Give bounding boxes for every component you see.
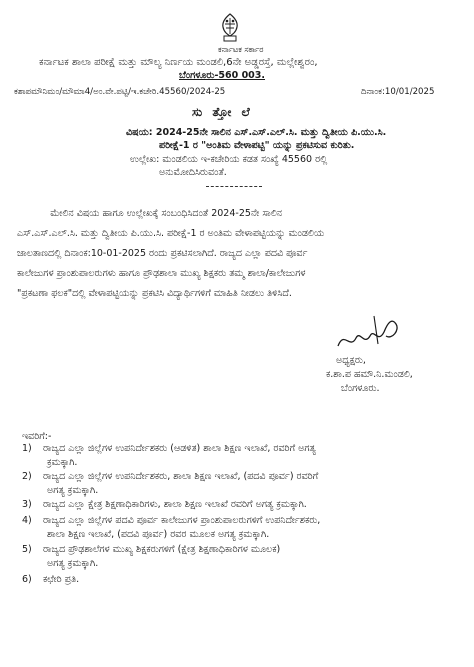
list-item [22,515,320,526]
list-item [22,499,307,510]
signature-scribble [334,310,404,355]
list-text-continued: ಕ್ರಮಕ್ಕಾಗಿ. [47,457,78,468]
list-number: 4) [22,515,32,526]
signatory-title: ಅಧ್ಯಕ್ಷರು, [336,355,366,366]
list-number: 3) [22,499,32,510]
state-emblem-icon [216,12,244,44]
government-label: ಕರ್ನಾಟಕ ಸರ್ಕಾರ [218,45,264,54]
body-line: ಕಾಲೇಜುಗಳ ಪ್ರಾಂಶುಪಾಲರುಗಳು ಹಾಗೂ ಪ್ರೌಢಶಾಲಾ ಮುಖ್ಯ ಶಿಕ್ಷಕರು ತಮ್ಮ ಶಾಲಾ/ಕಾಲೇಜುಗಳ [17,268,306,279]
list-text-continued: ಅಗತ್ಯ ಕ್ರಮಕ್ಕಾಗಿ. [47,485,99,496]
list-number: 1) [22,443,32,454]
reference-line-1: ಉಲ್ಲೇಖ: ಮಂಡಲಿಯ ಇ-ಕಚೇರಿಯ ಕಡತ ಸಂಖ್ಯೆ 45560 ರಲ್ಲಿ [130,154,328,165]
list-text: ರಾಜ್ಯದ ಎಲ್ಲಾ ಜಿಲ್ಲೆಗಳ ಉಪನಿರ್ದೇಶಕರು (ಆಡಳಿತ) ಶಾಲಾ ಶಿಕ್ಷಣ ಇಲಾಖೆ, ರವರಿಗೆ ಅಗತ್ಯ [43,443,316,454]
body-line: ಎಸ್.ಎಸ್.ಎಲ್.ಸಿ. ಮತ್ತು ದ್ವಿತೀಯ ಪಿ.ಯು.ಸಿ. ಪರೀಕ್ಷೆ-1 ರ ಅಂತಿಮ ವೇಳಾಪಟ್ಟಿಯನ್ನು ಮಂಡಲಿಯ [17,228,325,239]
subject-line-1: ವಿಷಯ: 2024-25ನೇ ಸಾಲಿನ ಎಸ್.ಎಸ್.ಎಲ್.ಸಿ. ಮತ್ತು ದ್ವಿತೀಯ ಪಿ.ಯು.ಸಿ. [126,127,387,138]
list-item [22,544,280,555]
list-item [22,443,316,454]
signatory-org: ಕ.ಶಾ.ಪ ಹಮೌ.ನಿ.ಮಂಡಲಿ, [326,369,413,380]
subject-line-2: ಪರೀಕ್ಷೆ-1 ರ "ಅಂತಿಮ ವೇಳಾಪಟ್ಟಿ" ಯನ್ನು ಪ್ರಕಟಿಸುವ ಕುರಿತು. [159,140,355,151]
copy-to-label: ಇವರಿಗೆ:- [22,431,52,442]
list-number: 2) [22,471,32,482]
circular-title: ಸು ತ್ತೋ ಲೆ [192,105,253,119]
list-number: 5) [22,544,32,555]
board-city: ಬೆಂಗಳೂರು-560 003. [179,70,266,81]
reference-date: ದಿನಾಂಕ:10/01/2025 [361,87,435,97]
list-item [22,574,79,585]
list-text: ರಾಜ್ಯದ ಎಲ್ಲಾ ಜಿಲ್ಲೆಗಳ ಪದವಿ ಪೂರ್ವ ಕಾಲೇಜುಗಳ ಪ್ರಾಂಶುಪಾಲರುಗಳಿಗೆ ಉಪನಿರ್ದೇಶಕರು, [43,515,321,526]
list-number: 6) [22,574,32,585]
separator-line [206,186,262,187]
board-address: ಕರ್ನಾಟಕ ಶಾಲಾ ಪರೀಕ್ಷೆ ಮತ್ತು ಮೌಲ್ಯ ನಿರ್ಣಯ ಮಂಡಲಿ,6ನೇ ಅಡ್ಡರಸ್ತೆ, ಮಲ್ಲೇಶ್ವರಂ, [39,57,318,68]
reference-number: ಕಶಾಪಮೌನಿಮಂ/ಮೌಮಾ4/ಅಂ.ವೇ.ಪಟ್ಟಿ/ಇ.ಕಚೇರಿ.45560/2024-25 [14,87,226,97]
list-text: ರಾಜ್ಯದ ಎಲ್ಲಾ ಕ್ಷೇತ್ರ ಶಿಕ್ಷಣಾಧಿಕಾರಿಗಳು, ಶಾಲಾ ಶಿಕ್ಷಣ ಇಲಾಖೆ ರವರಿಗೆ ಅಗತ್ಯ ಕ್ರಮಕ್ಕಾಗಿ. [43,499,307,510]
body-line: ಮೇಲಿನ ವಿಷಯ ಹಾಗೂ ಉಲ್ಲೇಖಕ್ಕೆ ಸಂಬಂಧಿಸಿದಂತೆ 2024-25ನೇ ಸಾಲಿನ [17,208,283,219]
list-text-continued: ಶಾಲಾ ಶಿಕ್ಷಣ ಇಲಾಖೆ, (ಪದವಿ ಪೂರ್ವ) ರವರ ಮೂಲಕ ಅಗತ್ಯ ಕ್ರಮಕ್ಕಾಗಿ. [47,529,270,540]
list-text: ರಾಜ್ಯದ ಎಲ್ಲಾ ಜಿಲ್ಲೆಗಳ ಉಪನಿರ್ದೇಶಕರು, ಶಾಲಾ ಶಿಕ್ಷಣ ಇಲಾಖೆ, (ಪದವಿ ಪೂರ್ವ) ರವರಿಗೆ [43,471,319,482]
list-text-continued: ಅಗತ್ಯ ಕ್ರಮಕ್ಕಾಗಿ. [47,558,99,569]
list-text: ರಾಜ್ಯದ ಪ್ರೌಢಶಾಲೆಗಳ ಮುಖ್ಯ ಶಿಕ್ಷಕರುಗಳಿಗೆ (ಕ್ಷೇತ್ರ ಶಿಕ್ಷಣಾಧಿಕಾರಿಗಳ ಮೂಲಕ) [43,544,281,555]
body-line: ಜಾಲತಾಣದಲ್ಲಿ ದಿನಾಂಕ:10-01-2025 ರಂದು ಪ್ರಕಟಿಸಲಾಗಿದೆ. ರಾಜ್ಯದ ಎಲ್ಲಾ ಪದವಿ ಪೂರ್ವ [17,248,308,259]
reference-line-2: ಅನುಮೋದಿಸಿರುವಂತೆ. [159,167,227,178]
list-item [22,471,318,482]
body-line: "ಪ್ರಕಟಣಾ ಫಲಕ"ದಲ್ಲಿ ವೇಳಾಪಟ್ಟಿಯನ್ನು ಪ್ರಕಟಿಸಿ ವಿದ್ಯಾರ್ಥಿಗಳಿಗೆ ಮಾಹಿತಿ ನೀಡಲು ತಿಳಿಸಿದೆ. [17,288,292,299]
document-page [6,6,468,661]
signatory-city: ಬೆಂಗಳೂರು. [341,383,380,394]
list-text: ಕಛೇರಿ ಪ್ರತಿ. [43,574,80,585]
